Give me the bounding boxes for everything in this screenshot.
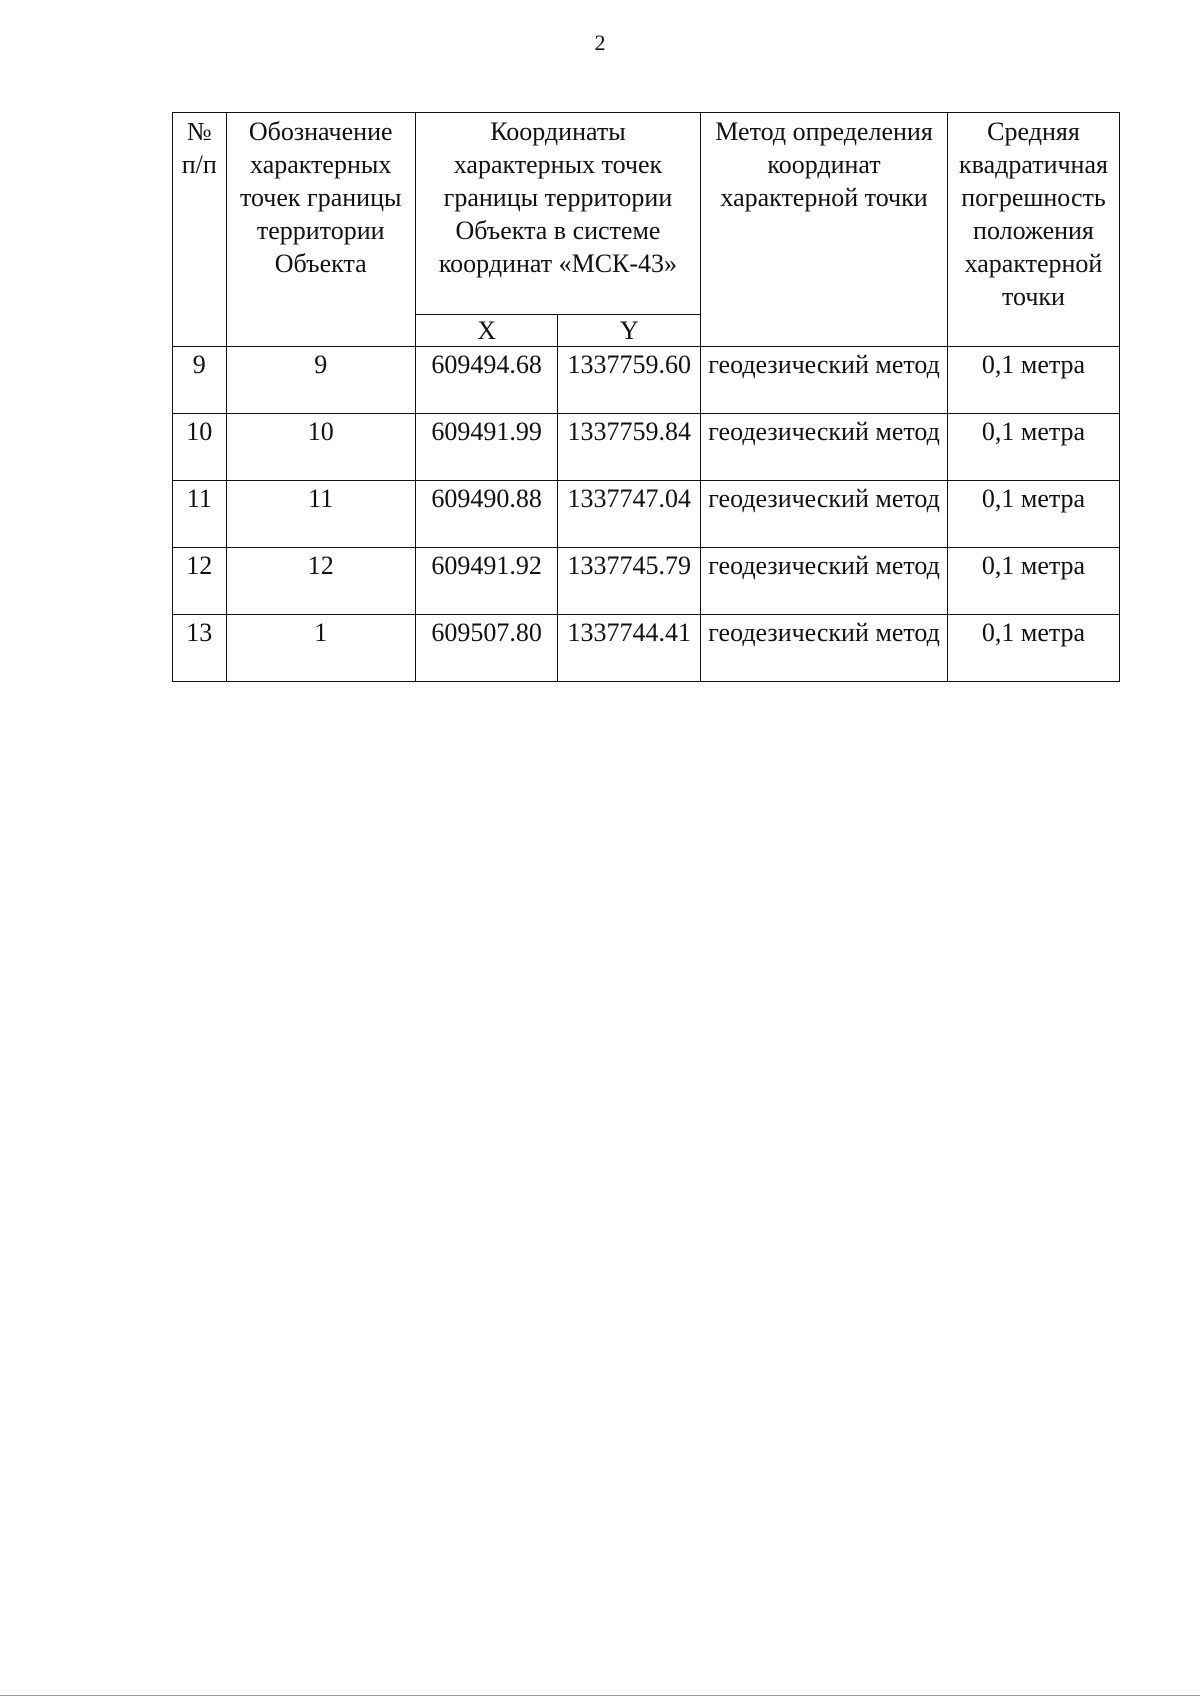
table-row bbox=[173, 548, 1120, 615]
cell-designation: 11 bbox=[226, 481, 415, 548]
cell-x: 609494.68 bbox=[415, 347, 558, 414]
cell-number: 9 bbox=[173, 347, 227, 414]
header-designation: Обозначение характерных точек границы территории Объекта bbox=[226, 113, 415, 347]
table-header bbox=[173, 113, 1120, 347]
cell-y: 1337759.60 bbox=[558, 347, 701, 414]
header-number: № п/п bbox=[173, 113, 227, 347]
cell-method: геодезический метод bbox=[701, 347, 948, 414]
cell-method: геодезический метод bbox=[701, 414, 948, 481]
cell-error: 0,1 метра bbox=[947, 347, 1119, 414]
cell-error: 0,1 метра bbox=[947, 548, 1119, 615]
cell-y: 1337747.04 bbox=[558, 481, 701, 548]
cell-designation: 10 bbox=[226, 414, 415, 481]
cell-x: 609490.88 bbox=[415, 481, 558, 548]
cell-number: 10 bbox=[173, 414, 227, 481]
cell-designation: 9 bbox=[226, 347, 415, 414]
cell-error: 0,1 метра bbox=[947, 615, 1119, 682]
cell-y: 1337744.41 bbox=[558, 615, 701, 682]
cell-method: геодезический метод bbox=[701, 481, 948, 548]
cell-y: 1337745.79 bbox=[558, 548, 701, 615]
cell-number: 13 bbox=[173, 615, 227, 682]
cell-x: 609507.80 bbox=[415, 615, 558, 682]
cell-x: 609491.92 bbox=[415, 548, 558, 615]
cell-number: 11 bbox=[173, 481, 227, 548]
cell-method: геодезический метод bbox=[701, 548, 948, 615]
header-y: Y bbox=[558, 315, 701, 347]
header-coordinates: Координаты характерных точек границы территории Объекта в системе координат «МСК-43» bbox=[415, 113, 700, 315]
table-header-row bbox=[173, 113, 1120, 315]
cell-designation: 12 bbox=[226, 548, 415, 615]
cell-error: 0,1 метра bbox=[947, 414, 1119, 481]
table-row bbox=[173, 615, 1120, 682]
scan-edge-line bbox=[0, 1695, 1200, 1696]
cell-x: 609491.99 bbox=[415, 414, 558, 481]
cell-designation: 1 bbox=[226, 615, 415, 682]
cell-error: 0,1 метра bbox=[947, 481, 1119, 548]
header-method: Метод определения координат характерной точки bbox=[701, 113, 948, 347]
cell-y: 1337759.84 bbox=[558, 414, 701, 481]
table-row bbox=[173, 414, 1120, 481]
coordinates-table bbox=[172, 112, 1120, 682]
cell-number: 12 bbox=[173, 548, 227, 615]
header-error: Средняя квадратичная погрешность положения характерной точки bbox=[947, 113, 1119, 347]
page-number: 2 bbox=[594, 30, 606, 55]
table-row bbox=[173, 481, 1120, 548]
table-row bbox=[173, 347, 1120, 414]
header-x: X bbox=[415, 315, 558, 347]
cell-method: геодезический метод bbox=[701, 615, 948, 682]
table-body bbox=[173, 347, 1120, 682]
